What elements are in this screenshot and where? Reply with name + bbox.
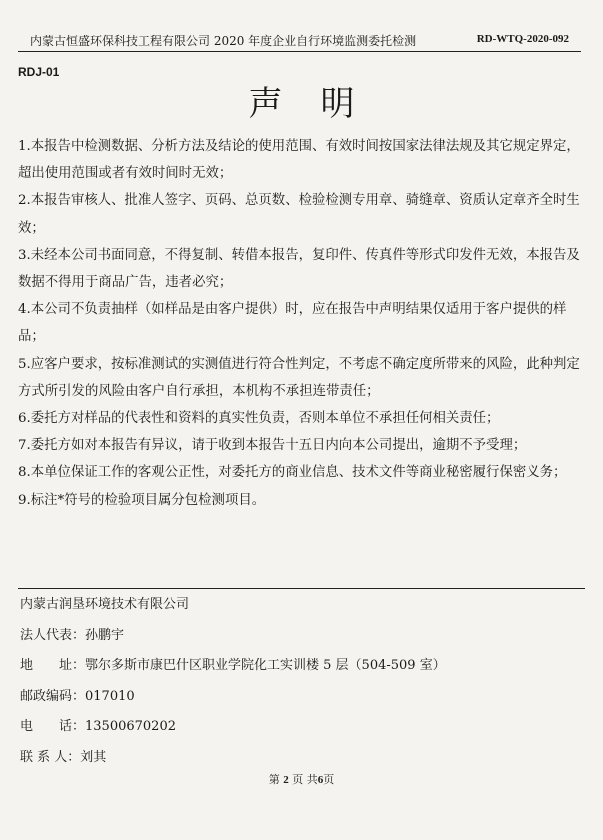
page-title: 声明 [248,84,393,124]
postcode-value: 017010 [85,688,135,704]
legal-rep-label: 法人代表： [20,627,86,643]
company-name: 内蒙古润垦环境技术有限公司 [20,597,190,612]
contact-label: 联 系 人： [20,749,81,765]
declaration-item: 3.未经本公司书面同意，不得复制、转借本报告，复印件、传真件等形式印发件无效，本报告及数据不得用于商品广告，违者必究； [18,247,580,291]
declaration-item: 8.本单位保证工作的客观公正性，对委托方的商业信息、技术文件等商业秘密履行保密义务； [18,465,567,481]
declaration-item: 9.标注*符号的检验项目属分包检测项目。 [18,492,266,508]
report-number: RD-WTQ-2020-092 [476,33,569,45]
postcode-label: 邮政编码： [20,688,86,704]
declaration-item: 1.本报告中检测数据、分析方法及结论的使用范围、有效时间按国家法律法规及其它规定界定，超出使用范围或者有效时间时无效； [18,139,580,182]
postcode-row [20,682,580,713]
legal-rep-row [20,621,580,652]
total-pages: 6 [317,774,324,786]
header-divider [18,51,581,52]
header-title: 内蒙古恒盛环保科技工程有限公司 2020 年度企业自行环境监测委托检测 [30,34,417,48]
address-label: 地 址： [20,658,86,674]
company-info [20,590,580,774]
declaration-item: 2.本报告审核人、批准人签字、页码、总页数、检验检测专用章、骑缝章、资质认定章齐全时生效； [18,193,580,236]
declaration-item: 7.委托方如对本报告有异议，请于收到本报告十五日内向本公司提出，逾期不予受理； [18,438,527,454]
address-row [20,651,580,682]
document-code: RDJ-01 [18,65,60,79]
declaration-item: 6.委托方对样品的代表性和资料的真实性负责，否则本单位不承担任何相关责任； [18,411,500,427]
phone-value: 13500670202 [85,719,176,735]
declaration-item: 4.本公司不负责抽样（如样品是由客户提供）时，应在报告中声明结果仅适用于客户提供的样品； [18,302,567,345]
contact-value: 刘其 [80,749,107,765]
address-value: 鄂尔多斯市康巴什区职业学院化工实训楼 5 层（504-509 室） [85,658,446,674]
page-prefix: 第 [268,773,280,786]
legal-rep-value: 孙鹏宇 [85,627,125,643]
declaration-list [18,133,590,514]
section-divider [18,588,585,589]
declaration-item: 5.应客户要求，按标准测试的实测值进行符合性判定，不考虑不确定度所带来的风险，此种判定方式所引发的风险由客户自行承担，本机构不承担连带责任； [18,356,580,399]
current-page: 2 [283,774,289,786]
phone-row [20,712,580,743]
phone-label: 电 话： [20,719,86,735]
page-mid: 页 共 [292,773,318,786]
page-suffix: 页 [323,773,335,786]
contact-row [20,743,580,774]
page-number [0,771,603,787]
